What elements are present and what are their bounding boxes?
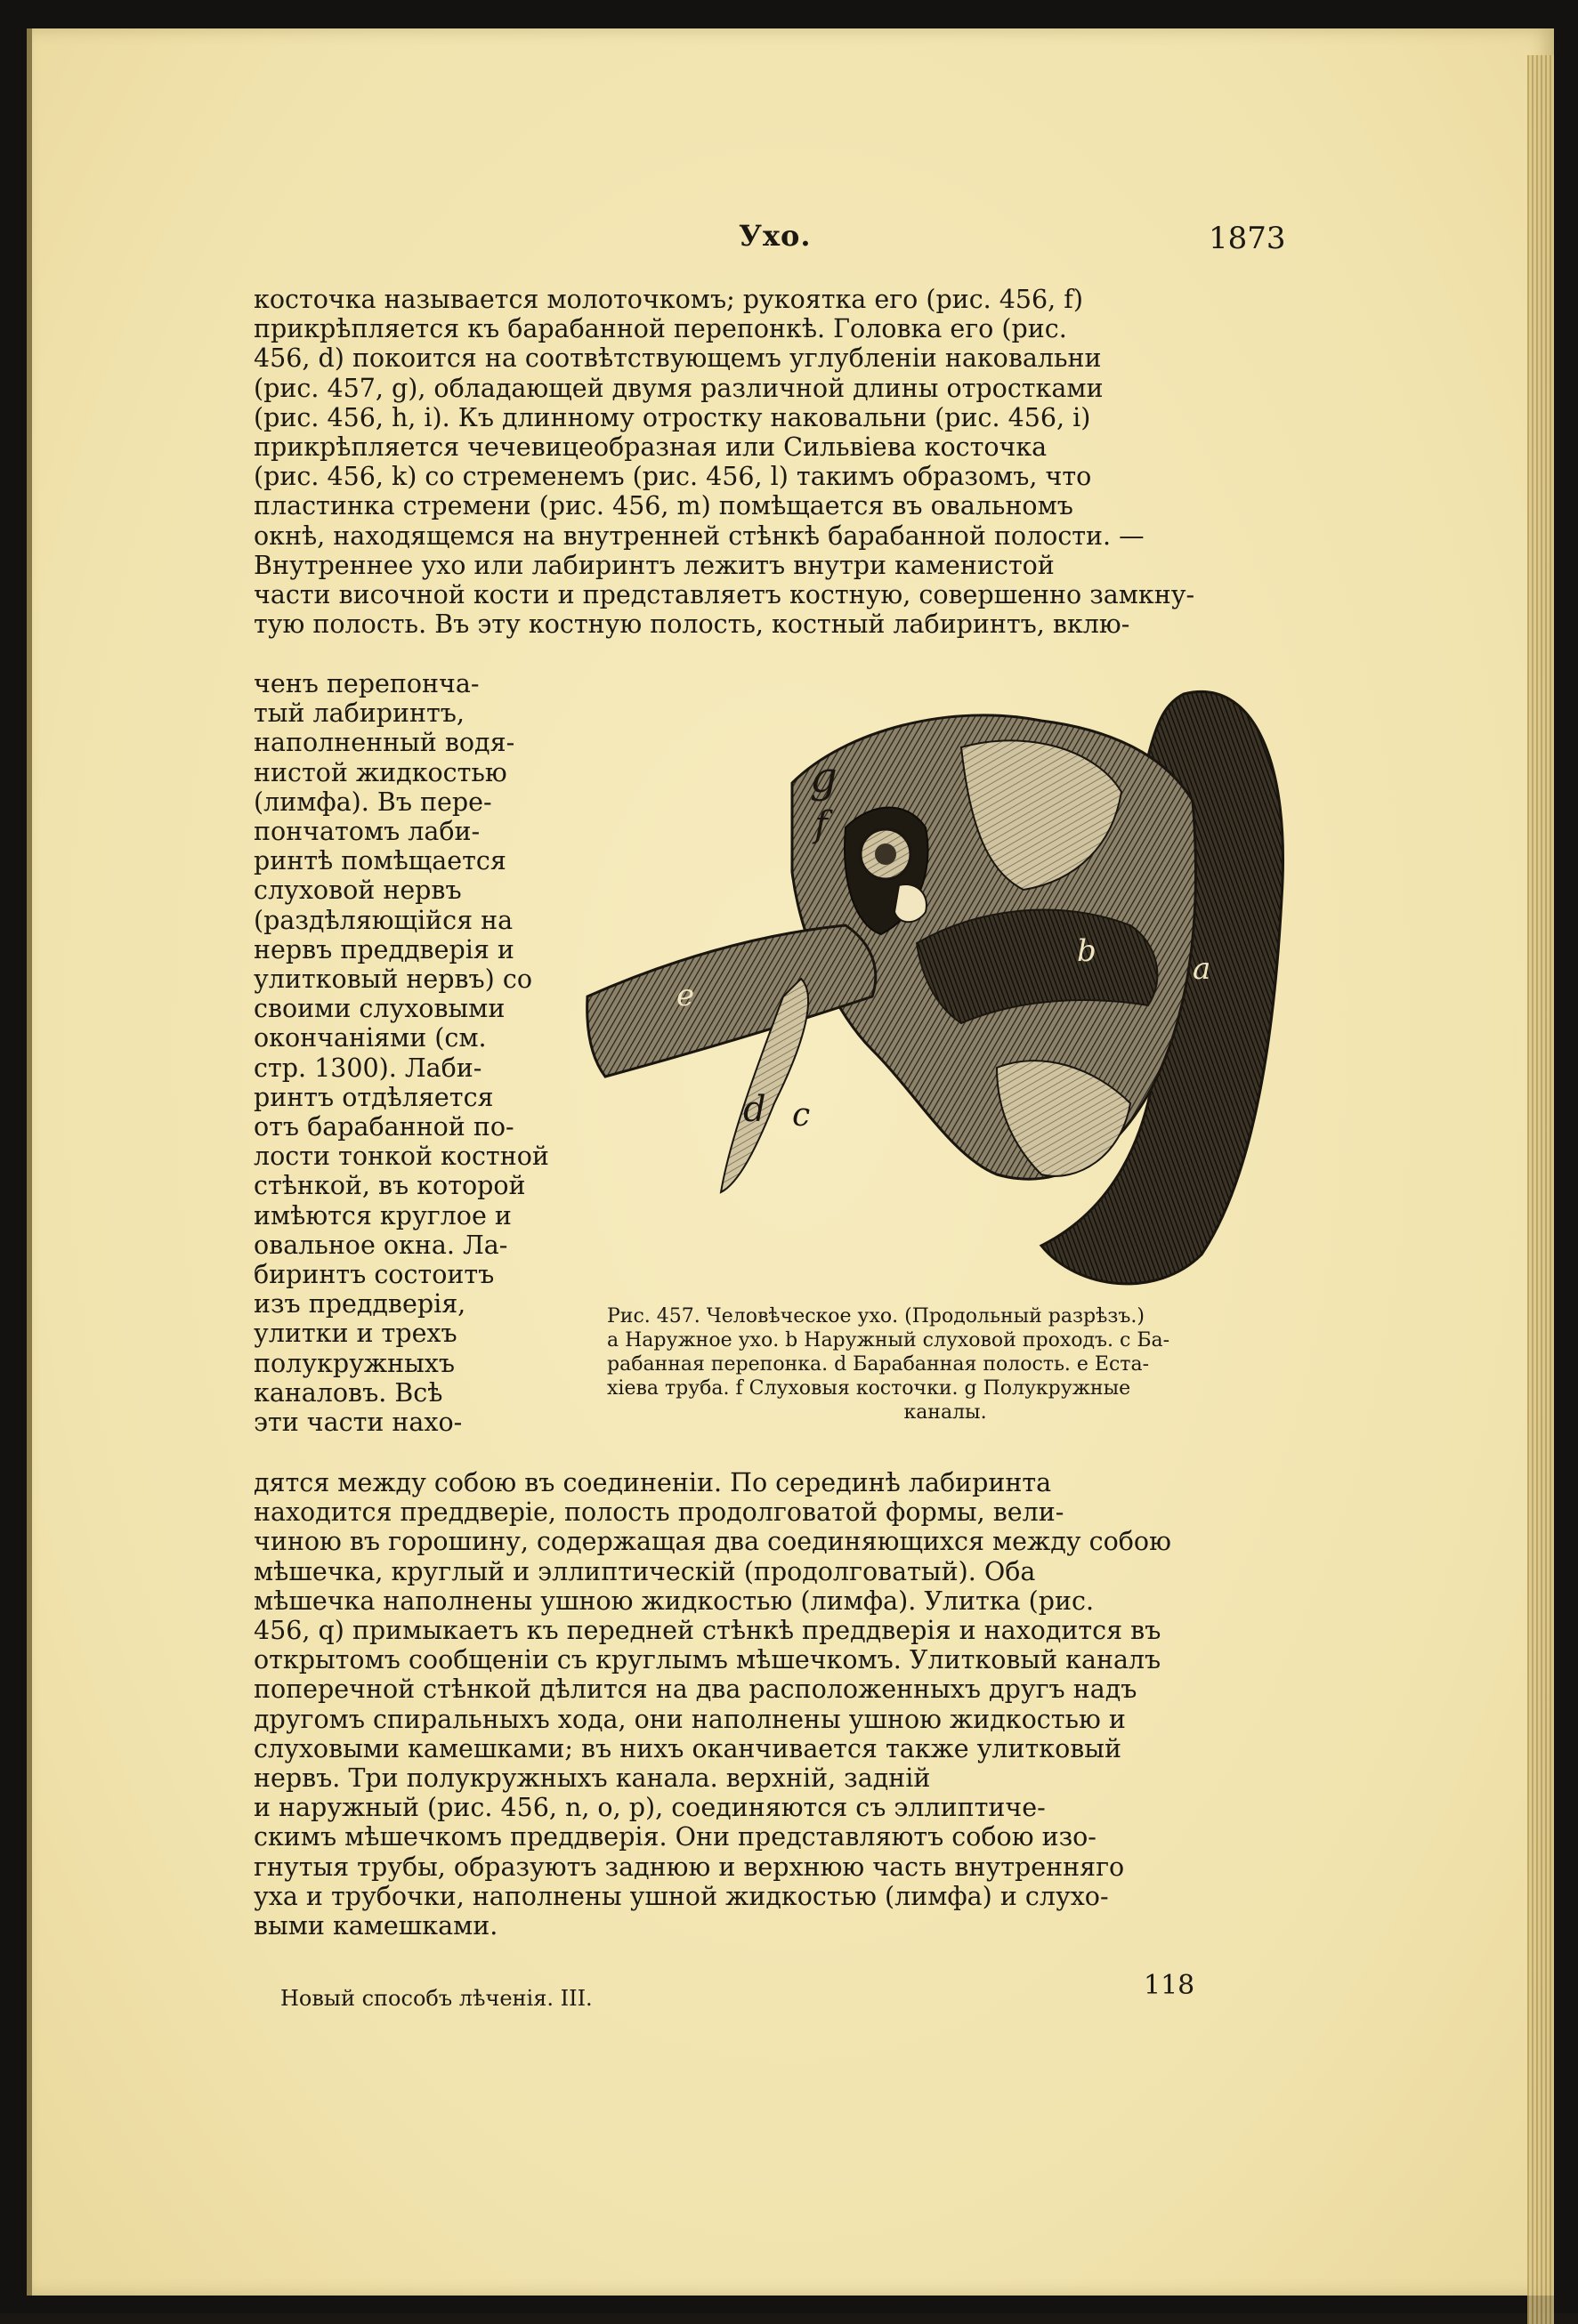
figure-caption	[607, 1304, 1283, 1424]
text-line: нервъ. Три полукружныхъ канала. верхній, задній	[254, 1763, 931, 1794]
text-line: дятся между собою въ соединеніи. По серединѣ лабиринта	[254, 1468, 1052, 1497]
text-line: стѣнкой, въ которой	[254, 1171, 526, 1201]
label-a: a	[1193, 951, 1211, 987]
text-line: слуховыми камешками; въ нихъ оканчивается также улитковый	[254, 1733, 1121, 1763]
text-line: Внутреннее ухо или лабиринтъ лежитъ внутри каменистой	[254, 550, 1055, 580]
running-title: Ухо.	[739, 219, 812, 253]
caption-line: хіева труба. f Слуховыя косточки. g Полукружные	[607, 1377, 1131, 1400]
text-line: (лимфа). Въ пере-	[254, 787, 492, 817]
text-line: (рис. 456, k) со стременемъ (рис. 456, l) такимъ образомъ, что	[254, 462, 1092, 492]
top-text-block	[254, 285, 1295, 639]
text-line: полукружныхъ	[254, 1348, 455, 1378]
page-edge	[1527, 55, 1554, 2324]
caption-line: a Наружное ухо. b Наружный слуховой проходъ. c Ба-	[607, 1329, 1170, 1352]
label-b: b	[1077, 933, 1097, 969]
text-line: прикрѣпляется чечевицеобразная или Сильвіева косточка	[254, 432, 1048, 463]
text-line: ченъ перепонча-	[254, 669, 480, 698]
page-number: 1873	[1209, 221, 1286, 256]
text-line: и наружный (рис. 456, n, o, p), соединяются съ эллиптиче-	[254, 1793, 1046, 1823]
text-line: чиною въ горошину, содержащая два соединяющихся между собою	[254, 1527, 1171, 1557]
ear-cross-section-figure	[579, 676, 1299, 1299]
text-line: скимъ мѣшечкомъ преддверія. Они представляютъ собою изо-	[254, 1822, 1097, 1852]
text-line: отъ барабанной по-	[254, 1112, 514, 1142]
text-line: биринтъ состоитъ	[254, 1260, 495, 1290]
label-e: e	[676, 978, 695, 1013]
eustachian-tube	[587, 925, 876, 1077]
text-line: лости тонкой костной	[254, 1142, 549, 1172]
text-line: (раздѣляющійся на	[254, 905, 514, 935]
text-line: каналовъ. Всѣ	[254, 1377, 443, 1408]
text-line: другомъ спиральныхъ хода, они наполнены ушною жидкостью и	[254, 1704, 1126, 1734]
text-line: своими слуховыми	[254, 994, 506, 1024]
text-line: выми камешками.	[254, 1911, 498, 1941]
text-line: 456, q) примыкаетъ къ передней стѣнкѣ преддверія и находится въ	[254, 1616, 1161, 1646]
text-line: улитки и трехъ	[254, 1319, 457, 1349]
ear-illustration	[579, 676, 1299, 1299]
text-line: эти части нахо-	[254, 1408, 463, 1438]
text-line: находится преддверіе, полость продолговатой формы, вели-	[254, 1497, 1064, 1528]
text-line: стр. 1300). Лаби-	[254, 1053, 482, 1083]
label-f: f	[814, 804, 828, 845]
left-column-text	[254, 669, 556, 1437]
text-line: косточка называется молоточкомъ; рукоятка его (рис. 456, f)	[254, 285, 1083, 314]
text-line: пластинка стремени (рис. 456, m) помѣщается въ овальномъ	[254, 491, 1073, 521]
text-line: нистой жидкостью	[254, 757, 507, 787]
text-line: (рис. 456, h, i). Къ длинному отростку наковальни (рис. 456, i)	[254, 402, 1091, 432]
footer-book-title: Новый способъ лѣченія. III.	[280, 1986, 593, 2011]
text-line: 456, d) покоится на соотвѣтствующемъ углубленіи наковальни	[254, 343, 1102, 374]
text-line: окончаніями (см.	[254, 1023, 487, 1053]
text-line: открытомъ сообщеніи съ круглымъ мѣшечкомъ. Улитковый каналъ	[254, 1645, 1161, 1675]
text-line: слуховой нервъ	[254, 876, 462, 906]
text-line: мѣшечка наполнены ушною жидкостью (лимфа). Улитка (рис.	[254, 1586, 1095, 1616]
label-c: c	[792, 1097, 811, 1134]
text-line: тый лабиринтъ,	[254, 698, 465, 729]
text-line: прикрѣпляется къ барабанной перепонкѣ. Головка его (рис.	[254, 314, 1067, 344]
caption-line: Рис. 457. Человѣческое ухо. (Продольный разрѣзъ.)	[607, 1305, 1145, 1327]
text-line: имѣются круглое и	[254, 1200, 512, 1231]
caption-line: каналы.	[903, 1401, 987, 1424]
page-header	[0, 219, 1578, 254]
text-line: гнутыя трубы, образуютъ заднюю и верхнюю часть внутренняго	[254, 1852, 1125, 1882]
text-line: улитковый нервъ) со	[254, 964, 532, 995]
label-d: d	[743, 1089, 766, 1130]
footer-signature: 118	[1144, 1970, 1195, 2001]
text-line: овальное окна. Ла-	[254, 1230, 508, 1260]
caption-line: рабанная перепонка. d Барабанная полость. e Еста-	[607, 1353, 1150, 1376]
label-g: g	[810, 753, 838, 803]
text-line: ринтъ отдѣляется	[254, 1082, 494, 1112]
bottom-text-block	[254, 1468, 1295, 1941]
text-line: нервъ преддверія и	[254, 934, 514, 964]
text-line: изъ преддверія,	[254, 1289, 466, 1319]
text-line: уха и трубочки, наполнены ушной жидкостью (лимфа) и слухо-	[254, 1881, 1109, 1911]
text-line: поперечной стѣнкой дѣлится на два расположенныхъ другъ надъ	[254, 1674, 1137, 1705]
text-line: мѣшечка, круглый и эллиптическій (продолговатый). Оба	[254, 1556, 1036, 1586]
text-line: ринтѣ помѣщается	[254, 846, 506, 876]
text-line: тую полость. Въ эту костную полость, костный лабиринтъ, вклю-	[254, 609, 1130, 640]
text-line: части височной кости и представляетъ костную, совершенно замкну-	[254, 580, 1195, 610]
text-line: окнѣ, находящемся на внутренней стѣнкѣ барабанной полости. —	[254, 520, 1145, 551]
text-line: наполненный водя-	[254, 728, 515, 758]
text-line: пончатомъ лаби-	[254, 817, 481, 847]
text-line: (рис. 457, g), обладающей двумя различной длины отростками	[254, 373, 1104, 403]
